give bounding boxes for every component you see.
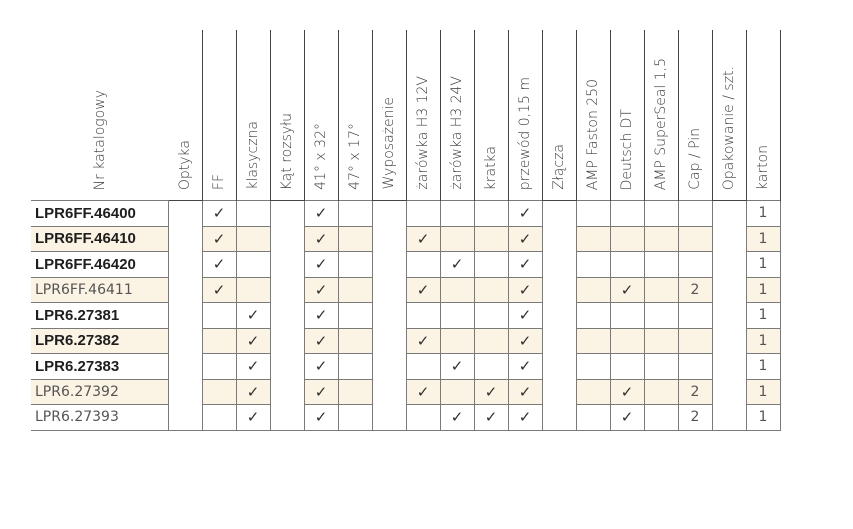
cell-amp-faston-250: [576, 252, 610, 278]
check-mark-icon: ✓: [474, 379, 508, 405]
section-spacer-cell: [372, 252, 406, 278]
cell-47-x-17: [338, 201, 372, 227]
cell-zarowka-h3-12v: [406, 303, 440, 329]
cell-zarowka-h3-24v: [440, 226, 474, 252]
cell-amp-faston-250: [576, 277, 610, 303]
table-row: [31, 354, 780, 380]
cell-amp-superseal-1-5: [644, 226, 678, 252]
cell-kratka: [474, 201, 508, 227]
table-row: [31, 303, 780, 329]
column-header-label: Kąt rozsyłu: [279, 112, 295, 190]
section-spacer-cell: [168, 405, 202, 431]
section-spacer-cell: [712, 405, 746, 431]
column-header-zlacza: [542, 30, 576, 201]
cell-kratka: [474, 226, 508, 252]
cell-zarowka-h3-12v: [406, 354, 440, 380]
cell-zarowka-h3-24v: [440, 328, 474, 354]
section-spacer-cell: [712, 226, 746, 252]
table-row: [31, 226, 780, 252]
cell-amp-faston-250: [576, 201, 610, 227]
check-mark-icon: ✓: [508, 354, 542, 380]
cell-deutsch-dt: [610, 226, 644, 252]
product-spec-table: [31, 30, 781, 431]
cell-karton: 1: [746, 328, 780, 354]
cell-klasyczna: [236, 252, 270, 278]
cell-amp-faston-250: [576, 226, 610, 252]
cell-amp-superseal-1-5: [644, 252, 678, 278]
check-mark-icon: ✓: [304, 252, 338, 278]
column-header-zarowka-h3-24v: [440, 30, 474, 201]
check-mark-icon: ✓: [236, 303, 270, 329]
column-header-label: Deutsch DT: [619, 108, 635, 190]
cell-amp-superseal-1-5: [644, 277, 678, 303]
section-spacer-cell: [270, 252, 304, 278]
check-mark-icon: ✓: [440, 405, 474, 431]
catalog-number: LPR6FF.46410: [31, 226, 168, 252]
section-spacer-cell: [168, 354, 202, 380]
section-spacer-cell: [270, 303, 304, 329]
cell-cap-pin: 2: [678, 277, 712, 303]
section-spacer-cell: [542, 405, 576, 431]
column-header-label: Nr katalogowy: [91, 89, 108, 190]
check-mark-icon: ✓: [236, 379, 270, 405]
check-mark-icon: ✓: [406, 379, 440, 405]
cell-zarowka-h3-24v: [440, 277, 474, 303]
check-mark-icon: ✓: [304, 277, 338, 303]
cell-karton: 1: [746, 226, 780, 252]
check-mark-icon: ✓: [440, 252, 474, 278]
section-spacer-cell: [542, 354, 576, 380]
cell-ff: [202, 405, 236, 431]
column-header-label: Cap / Pin: [687, 128, 703, 190]
catalog-number: LPR6.27393: [31, 405, 168, 431]
section-spacer-cell: [168, 303, 202, 329]
column-header-label: przewód 0,15 m: [517, 76, 533, 190]
check-mark-icon: ✓: [202, 201, 236, 227]
cell-karton: 1: [746, 252, 780, 278]
column-header-label: żarówka H3 12V: [415, 76, 431, 190]
cell-karton: 1: [746, 354, 780, 380]
column-header-kat-rozsylu: [270, 30, 304, 201]
column-header-amp-faston-250: [576, 30, 610, 201]
section-spacer-cell: [712, 328, 746, 354]
check-mark-icon: ✓: [304, 303, 338, 329]
cell-ff: [202, 303, 236, 329]
column-header-przewod-0-15-m: [508, 30, 542, 201]
table-row: [31, 201, 780, 227]
section-spacer-cell: [372, 303, 406, 329]
cell-47-x-17: [338, 379, 372, 405]
column-header-label: Wyposażenie: [381, 97, 397, 190]
cell-47-x-17: [338, 303, 372, 329]
column-header-label: klasyczna: [245, 121, 261, 190]
cell-amp-superseal-1-5: [644, 354, 678, 380]
section-spacer-cell: [372, 354, 406, 380]
cell-deutsch-dt: [610, 303, 644, 329]
column-header-cap-pin: [678, 30, 712, 201]
check-mark-icon: ✓: [610, 277, 644, 303]
check-mark-icon: ✓: [610, 405, 644, 431]
cell-cap-pin: [678, 328, 712, 354]
cell-47-x-17: [338, 354, 372, 380]
column-header-wyposazenie: [372, 30, 406, 201]
section-spacer-cell: [372, 379, 406, 405]
column-header-label: Opakowanie / szt.: [721, 65, 737, 190]
column-header-47-x-17: [338, 30, 372, 201]
cell-klasyczna: [236, 226, 270, 252]
cell-zarowka-h3-24v: [440, 201, 474, 227]
cell-klasyczna: [236, 277, 270, 303]
cell-amp-faston-250: [576, 303, 610, 329]
cell-47-x-17: [338, 328, 372, 354]
cell-kratka: [474, 328, 508, 354]
table-row: [31, 328, 780, 354]
table-row: [31, 379, 780, 405]
check-mark-icon: ✓: [508, 303, 542, 329]
section-spacer-cell: [168, 379, 202, 405]
check-mark-icon: ✓: [202, 252, 236, 278]
section-spacer-cell: [542, 328, 576, 354]
check-mark-icon: ✓: [508, 252, 542, 278]
cell-karton: 1: [746, 303, 780, 329]
cell-deutsch-dt: [610, 354, 644, 380]
cell-cap-pin: [678, 226, 712, 252]
cell-amp-superseal-1-5: [644, 328, 678, 354]
column-header-klasyczna: [236, 30, 270, 201]
table-row: [31, 252, 780, 278]
cell-47-x-17: [338, 277, 372, 303]
cell-ff: [202, 328, 236, 354]
cell-amp-faston-250: [576, 405, 610, 431]
section-spacer-cell: [542, 201, 576, 227]
cell-karton: 1: [746, 379, 780, 405]
cell-amp-superseal-1-5: [644, 405, 678, 431]
cell-amp-faston-250: [576, 379, 610, 405]
cell-ff: [202, 354, 236, 380]
section-spacer-cell: [372, 405, 406, 431]
section-spacer-cell: [542, 303, 576, 329]
column-header-label: Optyka: [176, 139, 193, 190]
section-spacer-cell: [712, 303, 746, 329]
section-spacer-cell: [542, 277, 576, 303]
check-mark-icon: ✓: [406, 277, 440, 303]
cell-cap-pin: [678, 303, 712, 329]
check-mark-icon: ✓: [508, 405, 542, 431]
check-mark-icon: ✓: [304, 201, 338, 227]
column-header-amp-superseal-1-5: [644, 30, 678, 201]
column-header-deutsch-dt: [610, 30, 644, 201]
catalog-number: LPR6FF.46420: [31, 252, 168, 278]
cell-karton: 1: [746, 405, 780, 431]
column-header-label: karton: [755, 144, 771, 190]
catalog-number: LPR6.27382: [31, 328, 168, 354]
section-spacer-cell: [372, 226, 406, 252]
section-spacer-cell: [712, 379, 746, 405]
catalog-number: LPR6.27383: [31, 354, 168, 380]
check-mark-icon: ✓: [304, 354, 338, 380]
cell-47-x-17: [338, 405, 372, 431]
section-spacer-cell: [372, 328, 406, 354]
cell-amp-faston-250: [576, 328, 610, 354]
cell-karton: 1: [746, 277, 780, 303]
section-spacer-cell: [270, 277, 304, 303]
section-spacer-cell: [168, 277, 202, 303]
section-spacer-cell: [270, 354, 304, 380]
cell-47-x-17: [338, 226, 372, 252]
column-header-kratka: [474, 30, 508, 201]
column-header-nr-katalogowy: [31, 30, 168, 201]
cell-deutsch-dt: [610, 328, 644, 354]
column-header-label: AMP SuperSeal 1,5: [653, 57, 669, 190]
cell-zarowka-h3-24v: [440, 303, 474, 329]
cell-kratka: [474, 252, 508, 278]
section-spacer-cell: [270, 226, 304, 252]
cell-karton: 1: [746, 201, 780, 227]
catalog-number: LPR6.27392: [31, 379, 168, 405]
cell-zarowka-h3-24v: [440, 379, 474, 405]
table-row: [31, 405, 780, 431]
check-mark-icon: ✓: [304, 328, 338, 354]
column-header-opakowanie-szt: [712, 30, 746, 201]
catalog-number: LPR6.27381: [31, 303, 168, 329]
check-mark-icon: ✓: [304, 379, 338, 405]
check-mark-icon: ✓: [508, 277, 542, 303]
section-spacer-cell: [270, 379, 304, 405]
section-spacer-cell: [372, 201, 406, 227]
cell-47-x-17: [338, 252, 372, 278]
table-row: [31, 277, 780, 303]
section-spacer-cell: [168, 252, 202, 278]
check-mark-icon: ✓: [440, 354, 474, 380]
cell-deutsch-dt: [610, 201, 644, 227]
cell-kratka: [474, 303, 508, 329]
catalog-number: LPR6FF.46411: [31, 277, 168, 303]
section-spacer-cell: [542, 379, 576, 405]
check-mark-icon: ✓: [202, 277, 236, 303]
cell-amp-superseal-1-5: [644, 201, 678, 227]
cell-amp-faston-250: [576, 354, 610, 380]
column-header-karton: [746, 30, 780, 201]
cell-ff: [202, 379, 236, 405]
check-mark-icon: ✓: [406, 328, 440, 354]
column-header-optyka: [168, 30, 202, 201]
section-spacer-cell: [712, 354, 746, 380]
column-header-label: AMP Faston 250: [585, 78, 601, 190]
check-mark-icon: ✓: [508, 226, 542, 252]
cell-amp-superseal-1-5: [644, 303, 678, 329]
check-mark-icon: ✓: [304, 226, 338, 252]
section-spacer-cell: [712, 201, 746, 227]
cell-zarowka-h3-12v: [406, 405, 440, 431]
section-spacer-cell: [270, 405, 304, 431]
section-spacer-cell: [712, 252, 746, 278]
section-spacer-cell: [168, 201, 202, 227]
cell-cap-pin: [678, 201, 712, 227]
cell-zarowka-h3-12v: [406, 201, 440, 227]
cell-amp-superseal-1-5: [644, 379, 678, 405]
column-header-label: kratka: [483, 145, 499, 190]
column-header-label: Złącza: [551, 144, 567, 190]
check-mark-icon: ✓: [236, 328, 270, 354]
cell-kratka: [474, 354, 508, 380]
section-spacer-cell: [270, 201, 304, 227]
section-spacer-cell: [168, 226, 202, 252]
cell-deutsch-dt: [610, 252, 644, 278]
check-mark-icon: ✓: [474, 405, 508, 431]
section-spacer-cell: [542, 252, 576, 278]
section-spacer-cell: [712, 277, 746, 303]
cell-cap-pin: 2: [678, 379, 712, 405]
column-header-label: żarówka H3 24V: [449, 76, 465, 190]
check-mark-icon: ✓: [304, 405, 338, 431]
column-header-label: 41° x 32°: [313, 123, 329, 190]
header-row: [31, 30, 780, 201]
check-mark-icon: ✓: [508, 379, 542, 405]
cell-cap-pin: 2: [678, 405, 712, 431]
cell-cap-pin: [678, 354, 712, 380]
column-header-41-x-32: [304, 30, 338, 201]
cell-kratka: [474, 277, 508, 303]
check-mark-icon: ✓: [508, 328, 542, 354]
cell-klasyczna: [236, 201, 270, 227]
column-header-label: 47° x 17°: [347, 123, 363, 190]
cell-cap-pin: [678, 252, 712, 278]
section-spacer-cell: [168, 328, 202, 354]
column-header-zarowka-h3-12v: [406, 30, 440, 201]
section-spacer-cell: [542, 226, 576, 252]
check-mark-icon: ✓: [508, 201, 542, 227]
check-mark-icon: ✓: [406, 226, 440, 252]
catalog-number: LPR6FF.46400: [31, 201, 168, 227]
cell-zarowka-h3-12v: [406, 252, 440, 278]
column-header-label: FF: [211, 173, 227, 190]
check-mark-icon: ✓: [202, 226, 236, 252]
column-header-ff: [202, 30, 236, 201]
check-mark-icon: ✓: [236, 405, 270, 431]
check-mark-icon: ✓: [610, 379, 644, 405]
section-spacer-cell: [270, 328, 304, 354]
check-mark-icon: ✓: [236, 354, 270, 380]
section-spacer-cell: [372, 277, 406, 303]
